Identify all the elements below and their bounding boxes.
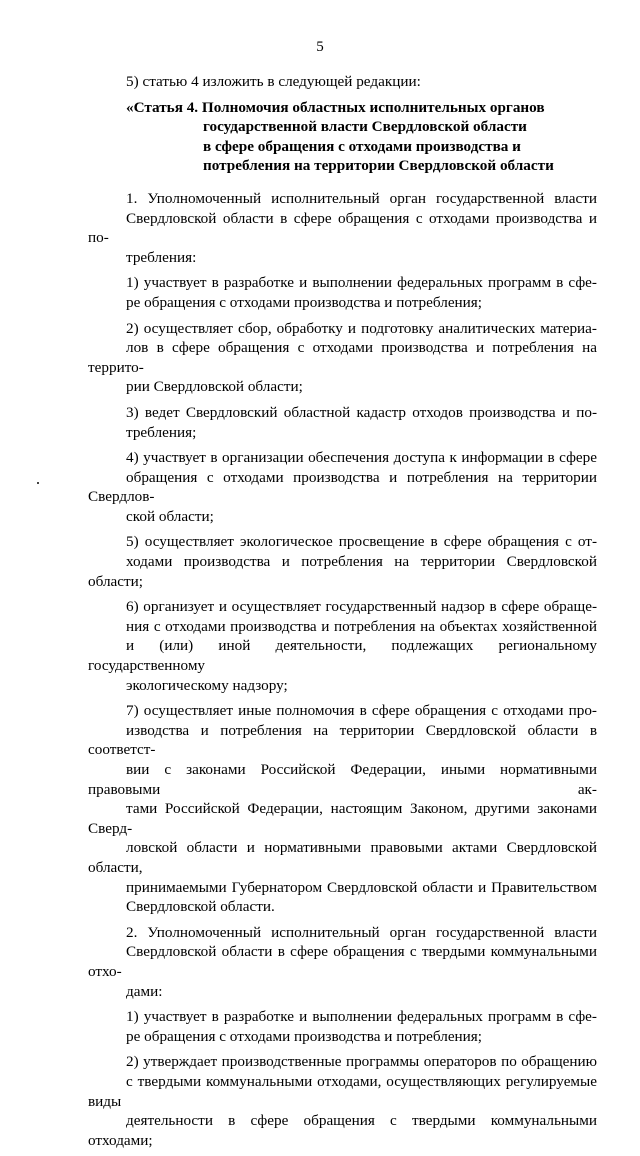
list-item (88, 448, 597, 526)
paragraph-line: лов в сфере обращения с отходами производства и потребления на террито- (88, 339, 597, 376)
paragraph-line: принимаемыми Губернатором Свердловской области и Правительством (126, 878, 597, 896)
list-item (88, 403, 597, 442)
paragraph-line: 1. Уполномоченный исполнительный орган государственной власти (126, 189, 597, 207)
paragraph-line: экологическому надзору; (126, 676, 288, 694)
list-item (88, 319, 597, 397)
paragraph-line: 5) осуществляет экологическое просвещение в сфере обращения с от- (126, 533, 597, 551)
paragraph-line: 7) осуществляет иные полномочия в сфере обращения с отходами про- (126, 702, 597, 720)
article-heading (88, 98, 597, 176)
paragraph-line: с твердыми коммунальными отходами, осуществляющих регулируемые виды (88, 1072, 597, 1110)
paragraph-line: 4) участвует в организации обеспечения доступа к информации в сфере (126, 449, 597, 467)
list-item (88, 597, 597, 695)
list-item (88, 189, 597, 267)
list-item (88, 1052, 597, 1150)
paragraph-line: ния с отходами производства и потребления на объектах хозяйственной (126, 617, 597, 635)
paragraph-line: Свердловской области в сфере обращения с твердыми коммунальными отхо- (88, 943, 597, 980)
paragraph-line: требления: (126, 248, 197, 266)
paragraph-line: рии Свердловской области; (126, 378, 303, 396)
scan-speck (37, 482, 39, 484)
paragraph-line: 2) осуществляет сбор, обработку и подготовку аналитических материа- (126, 319, 597, 337)
paragraph-line: ходами производства и потребления на территории Свердловской области; (88, 553, 597, 590)
page-number: 5 (316, 39, 324, 55)
paragraph-line: 1) участвует в разработке и выполнении федеральных программ в сфе- (126, 1008, 597, 1026)
article-paragraphs (88, 189, 597, 1150)
paragraph-line: 2) утверждает производственные программы операторов по обращению (126, 1053, 597, 1071)
intro-paragraph (88, 72, 597, 92)
paragraph-line: вии с законами Российской Федерации, иными нормативными правовыми ак- (88, 761, 597, 798)
paragraph-line: ской области; (126, 507, 214, 525)
paragraph-line: обращения с отходами производства и потребления на территории Свердлов- (88, 468, 597, 506)
paragraph-line: деятельности в сфере обращения с твердыми коммунальными отходами; (88, 1112, 597, 1149)
paragraph-line: ловской области и нормативными правовыми актами Свердловской области, (88, 839, 597, 876)
list-item (88, 532, 597, 591)
paragraph-line: изводства и потребления на территории Свердловской области в соответст- (88, 721, 597, 759)
paragraph-line: дами: (126, 982, 163, 1000)
paragraph-line: требления; (126, 423, 197, 441)
paragraph-line: 6) организует и осуществляет государственный надзор в сфере обраще- (126, 598, 597, 616)
article-heading-lead: «Статья 4. Полномочия областных исполнительных органов (126, 98, 545, 116)
paragraph-line: ре обращения с отходами производства и потребления; (126, 293, 483, 311)
paragraph-line: тами Российской Федерации, настоящим Законом, другими законами Сверд- (88, 800, 597, 837)
paragraph-line: 2. Уполномоченный исполнительный орган государственной власти (126, 923, 597, 941)
document-body (88, 72, 597, 1156)
article-heading-line: потребления на территории Свердловской области (203, 157, 554, 175)
list-item (88, 1007, 597, 1046)
paragraph-line: 3) ведет Свердловский областной кадастр отходов производства и по- (126, 403, 597, 421)
paragraph-line: Свердловской области. (126, 898, 275, 916)
paragraph-line: и (или) иной деятельности, подлежащих региональному государственному (88, 637, 597, 675)
list-item (88, 273, 597, 312)
paragraph-line: Свердловской области в сфере обращения с отходами производства и по- (88, 209, 597, 247)
paragraph-line: ре обращения с отходами производства и потребления; (126, 1027, 483, 1045)
article-heading-line: государственной власти Свердловской области (203, 118, 527, 136)
list-item (88, 923, 597, 1001)
list-item (88, 701, 597, 917)
intro-line: 5) статью 4 изложить в следующей редакции: (126, 73, 421, 90)
article-heading-line: в сфере обращения с отходами производства и (203, 137, 521, 155)
paragraph-line: 1) участвует в разработке и выполнении федеральных программ в сфе- (126, 274, 597, 292)
